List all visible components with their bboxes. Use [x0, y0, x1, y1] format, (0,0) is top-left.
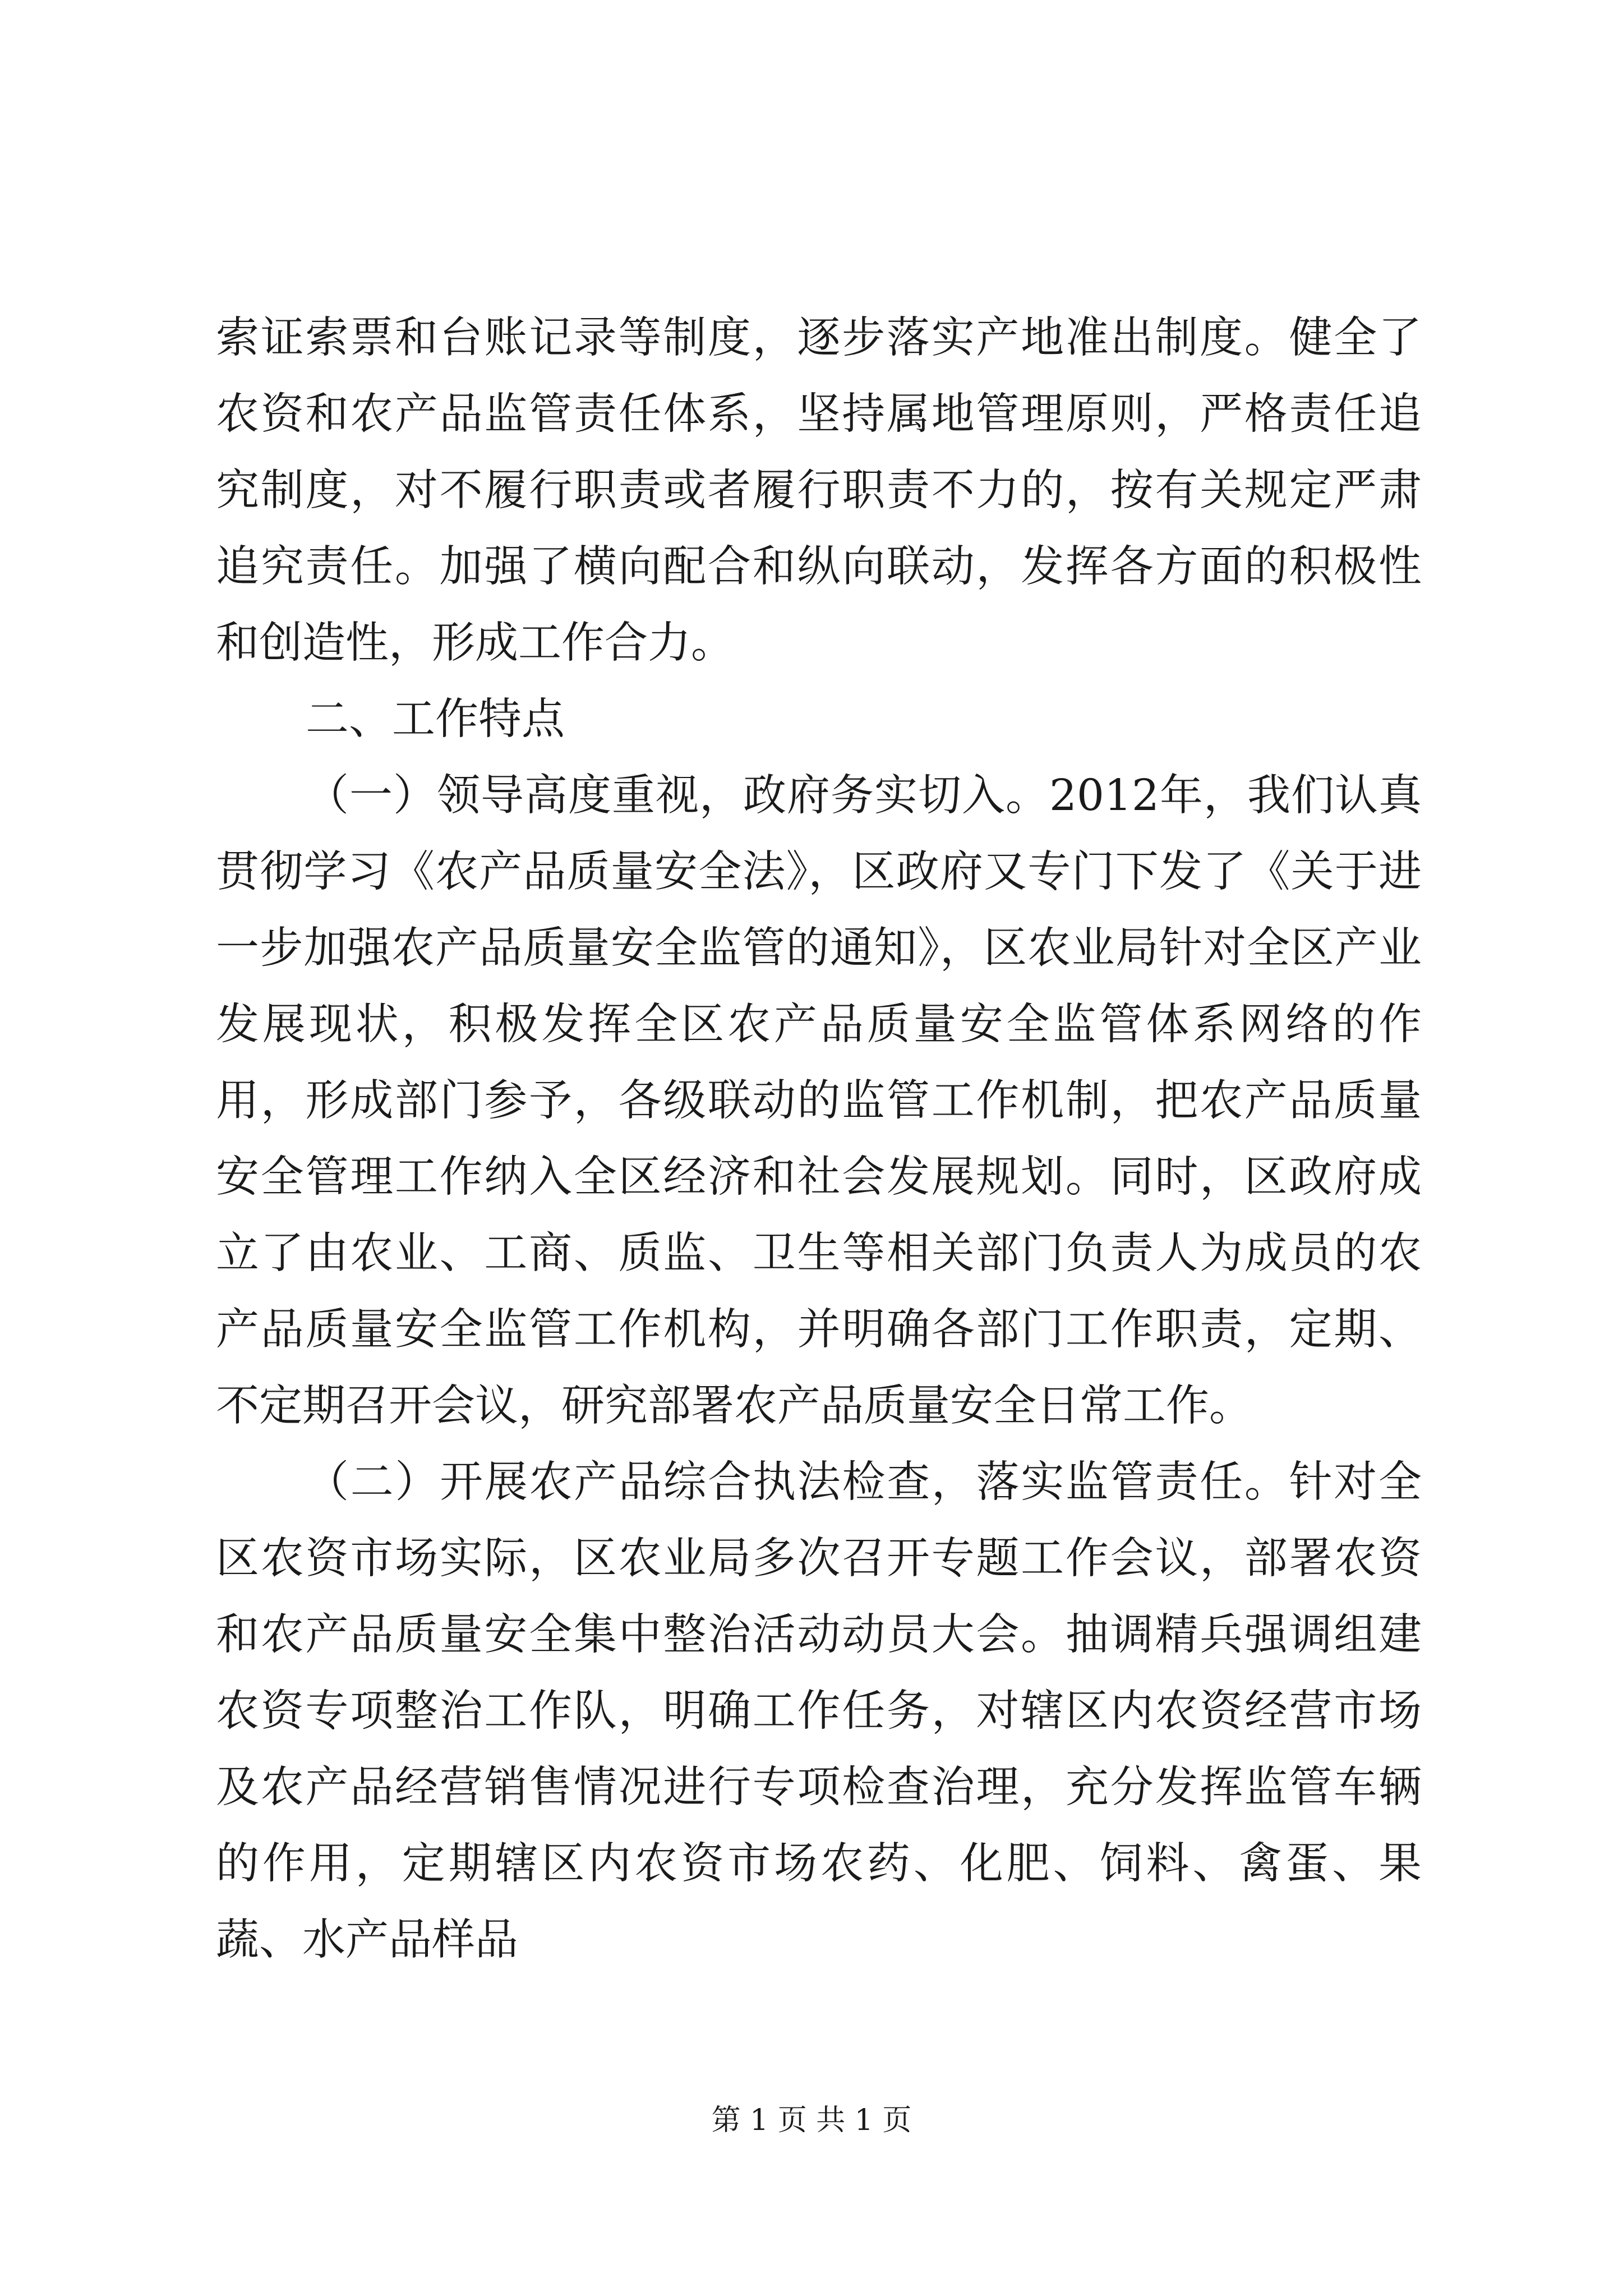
paragraph-point-2: （二）开展农产品综合执法检查，落实监管责任。针对全区农资市场实际，区农业局多次召开专题工作会议，部署农资和农产品质量安全集中整治活动动员大会。抽调精兵强调组建农资专项整治工作队，明确工作任务，对辖区内农资经营市场及农产品经营销售情况进行专项检查治理，充分发挥监管车辆的作用，定期辖区内农资市场农药、化肥、饲料、禽蛋、果蔬、水产品样品 [216, 1457, 1422, 1965]
document-body [216, 300, 1422, 1978]
paragraph-point-1: （一）领导高度重视，政府务实切入。2012年，我们认真贯彻学习《农产品质量安全法》，区政府又专门下发了《关于进一步加强农产品质量安全监管的通知》，区农业局针对全区产业发展现状，积极发挥全区农产品质量安全监管体系网络的作用，形成部门参予，各级联动的监管工作机制，把农产品质量安全管理工作纳入全区经济和社会发展规划。同时，区政府成立了由农业、工商、质监、卫生等相关部门负责人为成员的农产品质量安全监管工作机构，并明确各部门工作职责，定期、不定期召开会议，研究部署农产品质量安全日常工作。 [216, 771, 1422, 1431]
section-heading: 二、工作特点 [306, 694, 565, 744]
page-number-label: 第 1 页 共 1 页 [711, 2104, 912, 2137]
paragraph-continuation: 索证索票和台账记录等制度，逐步落实产地准出制度。健全了农资和农产品监管责任体系，坚持属地管理原则，严格责任追究制度，对不履行职责或者履行职责不力的，按有关规定严肃追究责任。加强了横向配合和纵向联动，发挥各方面的积极性和创造性，形成工作合力。 [216, 313, 1422, 668]
page-footer [0, 2101, 1623, 2140]
